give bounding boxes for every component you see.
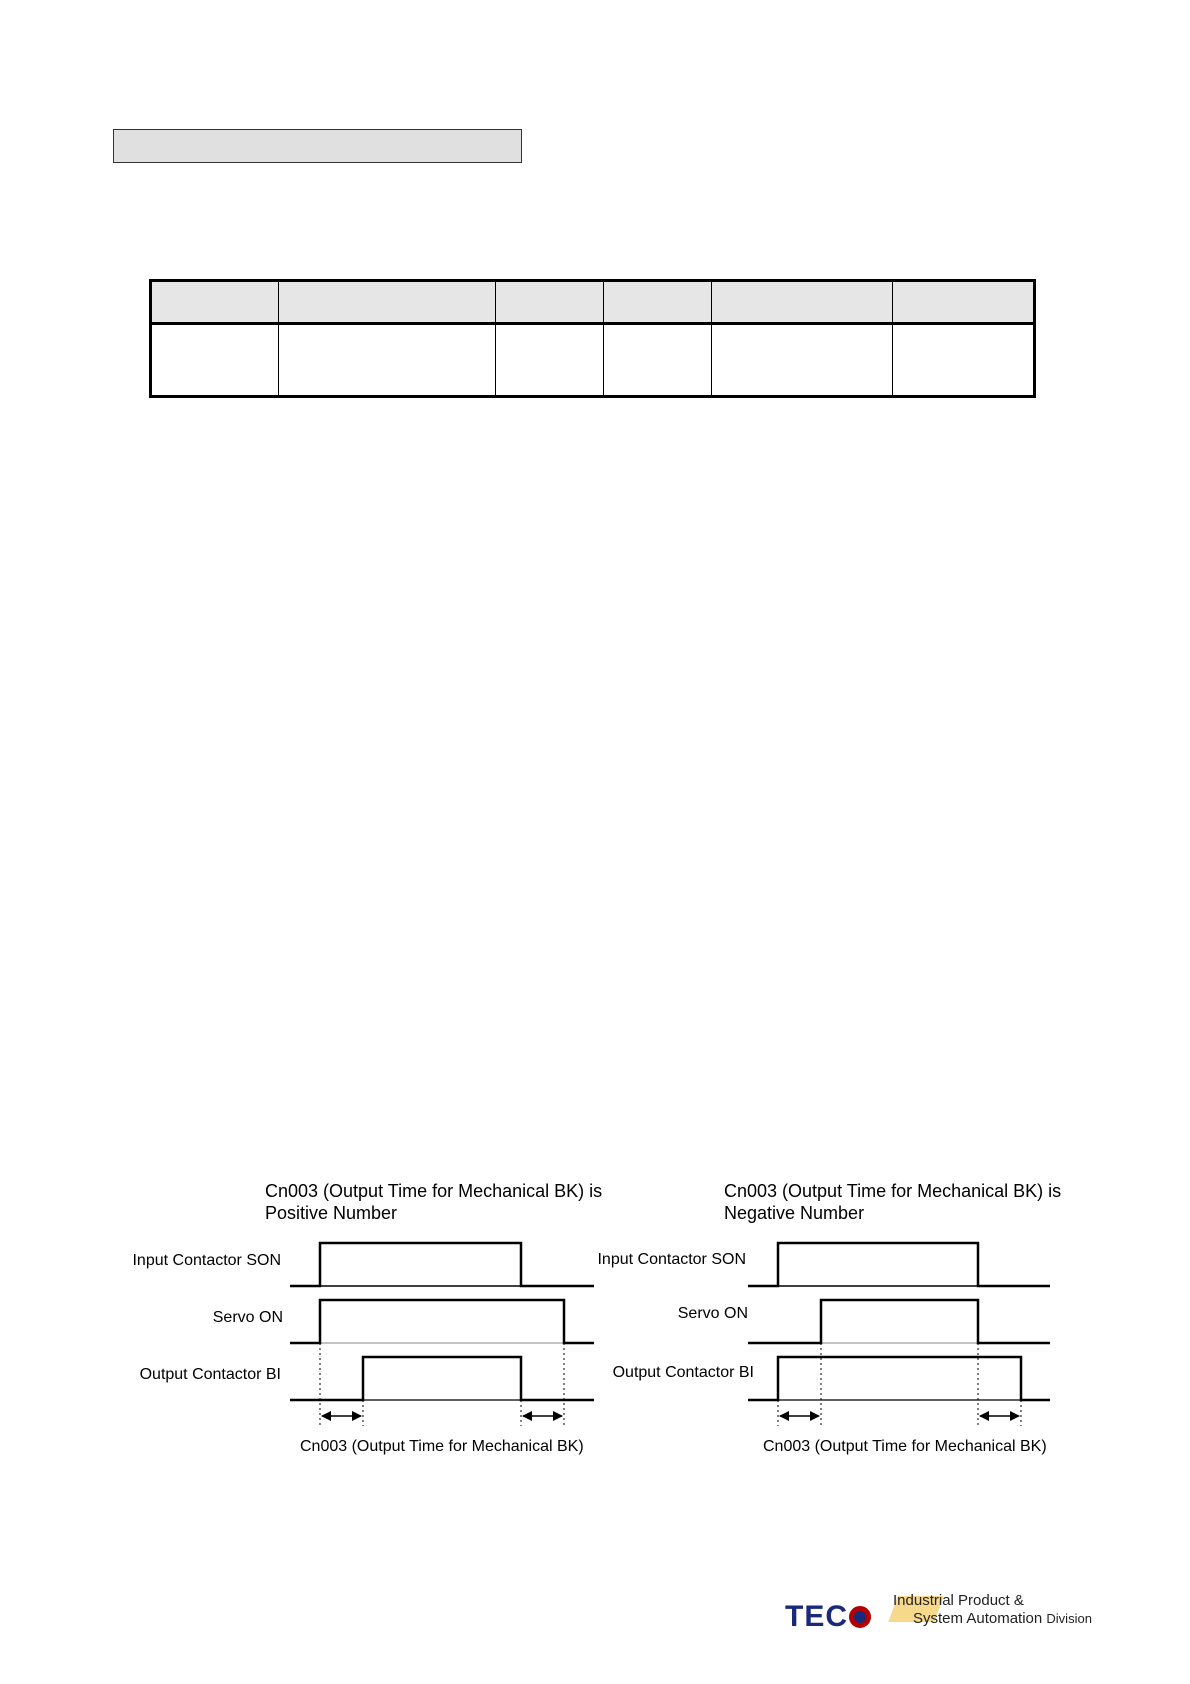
- waveform-output-contactor-bi: [748, 1357, 1050, 1400]
- table-header-row: [151, 281, 1035, 324]
- logo-brand-text: TEC: [785, 1600, 848, 1633]
- brake-timing-diagrams: [0, 1160, 1190, 1460]
- logo-wordmark: [785, 1600, 871, 1634]
- logo-ring-icon: [849, 1606, 871, 1628]
- waveform-input-contactor-son: [748, 1243, 1050, 1286]
- table-header-cell: [151, 281, 279, 324]
- table-cell: [604, 324, 712, 397]
- timing-diagram-negative: [597, 1181, 1061, 1455]
- table-cell: [712, 324, 893, 397]
- division-line1: Industrial Product &: [893, 1592, 1024, 1609]
- table-cell: [151, 324, 279, 397]
- table-cell: [278, 324, 495, 397]
- waveform-output-contactor-bi: [290, 1357, 594, 1400]
- waveform-input-contactor-son: [290, 1243, 594, 1286]
- waveform-servo-on: [748, 1300, 1050, 1343]
- timing-diagram-positive: [132, 1181, 602, 1455]
- diagram-title-line1: Cn003 (Output Time for Mechanical BK) is: [265, 1181, 603, 1201]
- signal-label-input-contactor: Input Contactor SON: [597, 1251, 746, 1268]
- section-heading-box: [113, 129, 522, 163]
- table-header-cell: [278, 281, 495, 324]
- signal-label-servo-on: Servo ON: [212, 1309, 283, 1326]
- delay-label: Cn003 (Output Time for Mechanical BK): [300, 1438, 584, 1455]
- table-header-cell: [893, 281, 1035, 324]
- table-header-cell: [495, 281, 604, 324]
- division-line2: [913, 1610, 1092, 1627]
- division-line2-main: System Automation: [913, 1610, 1043, 1627]
- table-header-cell: [604, 281, 712, 324]
- table-cell: [893, 324, 1035, 397]
- signal-label-servo-on: Servo ON: [677, 1305, 748, 1322]
- delay-label: Cn003 (Output Time for Mechanical BK): [763, 1438, 1047, 1455]
- teco-logo: [785, 1592, 1105, 1640]
- signal-label-output-contactor: Output Contactor BI: [139, 1366, 281, 1383]
- division-line2-small: Division: [1046, 1611, 1092, 1626]
- table-header-cell: [712, 281, 893, 324]
- diagram-title-line2: Positive Number: [265, 1203, 398, 1223]
- parameter-table: [149, 279, 1036, 398]
- table-row: [151, 324, 1035, 397]
- signal-label-input-contactor: Input Contactor SON: [132, 1252, 281, 1269]
- diagram-title-line1: Cn003 (Output Time for Mechanical BK) is: [724, 1181, 1062, 1201]
- waveform-servo-on: [290, 1300, 594, 1343]
- signal-label-output-contactor: Output Contactor BI: [612, 1364, 754, 1381]
- table-cell: [495, 324, 604, 397]
- diagram-title-line2: Negative Number: [724, 1203, 865, 1223]
